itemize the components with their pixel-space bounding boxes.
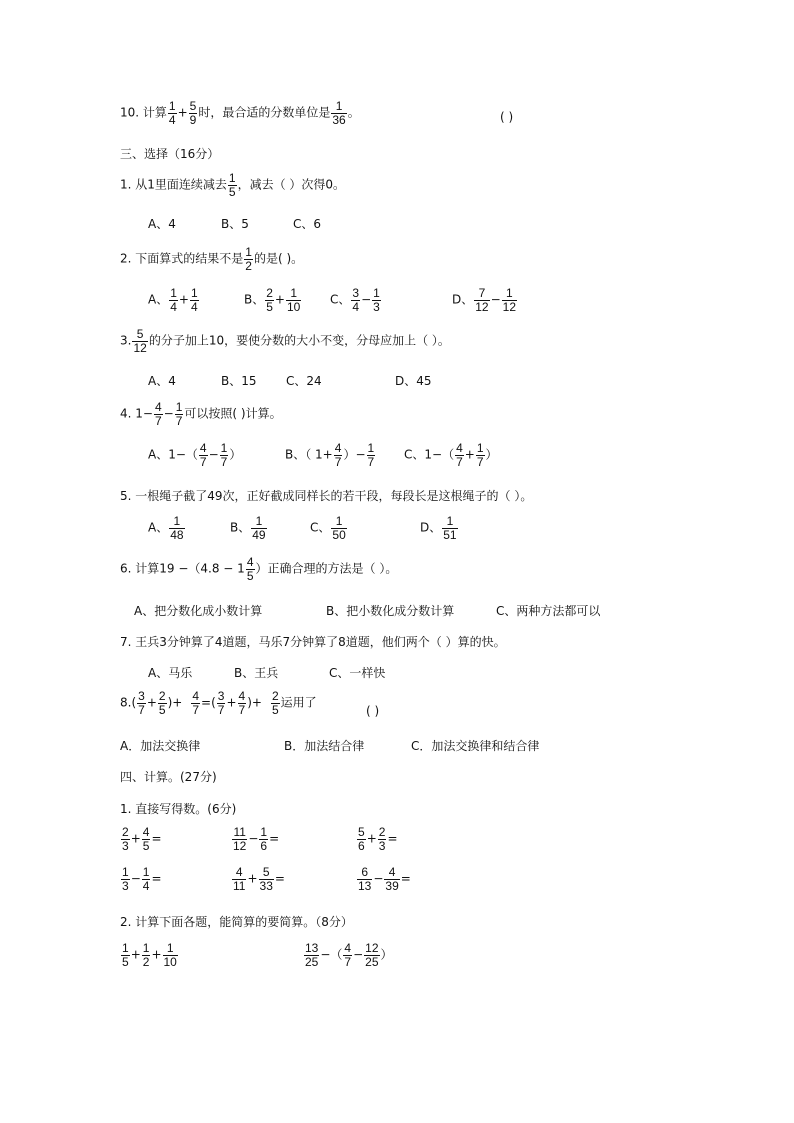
operator: + xyxy=(177,105,188,120)
option-c[interactable]: C、24 xyxy=(286,374,322,388)
q10-text: 。 xyxy=(347,105,360,120)
calc-item[interactable]: $\frac{2}{3}$ + $\frac{4}{5}$ = xyxy=(122,825,162,853)
option-b[interactable]: B、15 xyxy=(221,374,257,388)
option-b[interactable]: B．加法结合律 xyxy=(284,739,365,753)
q2-text: 2. 下面算式的结果不是 xyxy=(120,251,244,266)
fraction: $\frac{1}{2}$ xyxy=(245,245,252,273)
option-a[interactable]: A、4 xyxy=(148,217,176,231)
subsection-title: 2. 计算下面各题，能简算的要简算。（8分） xyxy=(120,915,353,929)
option-c[interactable]: C、 $\frac{3}{4}$ − $\frac{1}{3}$ xyxy=(330,286,380,314)
question-3 xyxy=(120,328,450,354)
option-b[interactable]: B、5 xyxy=(221,217,249,231)
q3-text: 3. xyxy=(120,333,132,348)
fraction: $\frac{4}{7}$ xyxy=(154,400,162,428)
fraction: $\frac{1}{5}$ xyxy=(228,171,236,199)
option-a[interactable]: A、4 xyxy=(148,374,176,388)
question-6 xyxy=(120,556,397,582)
q3-text: 的分子加上10，要使分数的大小不变，分母应加上（ ）。 xyxy=(148,333,450,348)
option-c[interactable]: C、6 xyxy=(293,217,322,231)
option-b[interactable]: B、王兵 xyxy=(234,666,279,680)
fraction: $\frac{5}{9}$ xyxy=(189,99,197,127)
option-a[interactable]: A、马乐 xyxy=(148,666,193,680)
answer-paren[interactable]: ( ) xyxy=(366,704,380,718)
fraction: $\frac{1}{4}$ xyxy=(168,99,176,127)
question-2 xyxy=(120,246,303,272)
q6-text: 6. 计算19 −（4.8 − 1 xyxy=(120,561,245,576)
option-c[interactable]: C、一样快 xyxy=(329,666,386,680)
answer-paren[interactable]: ( ) xyxy=(500,110,514,124)
option-d[interactable]: D、45 xyxy=(395,374,432,388)
question-7: 7. 王兵3分钟算了4道题，马乐7分钟算了8道题，他们两个（ ）算的快。 xyxy=(120,635,506,649)
question-5: 5. 一根绳子截了49次，正好截成同样长的若干段，每段长是这根绳子的（ ）。 xyxy=(120,489,533,503)
question-1 xyxy=(120,172,345,198)
option-b[interactable]: B、 $\frac{1}{49}$ xyxy=(230,514,266,542)
option-c[interactable]: C、两种方法都可以 xyxy=(496,604,601,618)
option-b[interactable]: B、把小数化成分数计算 xyxy=(326,604,455,618)
calc-item[interactable]: $\frac{1}{3}$ − $\frac{1}{4}$ = xyxy=(122,865,162,893)
option-d[interactable]: D、 $\frac{7}{12}$ − $\frac{1}{12}$ xyxy=(452,286,517,314)
subsection-title: 1. 直接写得数。(6分) xyxy=(120,802,237,816)
option-a[interactable]: A．加法交换律 xyxy=(120,739,201,753)
option-a[interactable]: A、把分数化成小数计算 xyxy=(134,604,263,618)
question-10 xyxy=(120,100,360,126)
fraction: $\frac{4}{5}$ xyxy=(246,555,254,583)
q6-text: ）正确合理的方法是（ ）。 xyxy=(255,561,398,576)
calc-item[interactable]: $\frac{6}{13}$ − $\frac{4}{39}$ = xyxy=(358,865,411,893)
q1-text: ，减去（ ）次得0。 xyxy=(237,177,346,192)
option-c[interactable]: C．加法交换律和结合律 xyxy=(411,739,540,753)
fraction: $\frac{5}{12}$ xyxy=(133,327,147,355)
q10-text: 时，最合适的分数单位是 xyxy=(198,105,331,120)
q4-text: 可以按照( )计算。 xyxy=(184,406,282,421)
option-c[interactable]: C、1−（ $\frac{4}{7}$ + $\frac{1}{7}$ ） xyxy=(404,441,498,469)
option-c[interactable]: C、 $\frac{1}{50}$ xyxy=(310,514,346,542)
calc-expression[interactable]: $\frac{13}{25}$ −（ $\frac{4}{7}$ − $\frac{12}{25}$ ） xyxy=(305,941,393,969)
option-a[interactable]: A、 $\frac{1}{4}$ + $\frac{1}{4}$ xyxy=(148,286,198,314)
section-title: 四、计算。(27分) xyxy=(120,770,217,784)
q10-text: 10. 计算 xyxy=(120,105,167,120)
calc-item[interactable]: $\frac{4}{11}$ + $\frac{5}{33}$ = xyxy=(233,865,285,893)
q4-text: 4. 1− xyxy=(120,406,153,421)
fraction: $\frac{1}{7}$ xyxy=(175,400,183,428)
calc-item[interactable]: $\frac{11}{12}$ − $\frac{1}{6}$ = xyxy=(233,825,280,853)
section-title: 三、选择（16分） xyxy=(120,147,220,161)
option-a[interactable]: A、1−（ $\frac{4}{7}$ − $\frac{1}{7}$ ） xyxy=(148,441,242,469)
option-d[interactable]: D、 $\frac{1}{51}$ xyxy=(420,514,457,542)
fraction: $\frac{1}{36}$ xyxy=(332,99,346,127)
option-a[interactable]: A、 $\frac{1}{48}$ xyxy=(148,514,184,542)
q2-text: 的是( )。 xyxy=(253,251,304,266)
option-b[interactable]: B、 $\frac{2}{5}$ + $\frac{1}{10}$ xyxy=(244,286,301,314)
question-8: 8.( $\frac{3}{7}$ + $\frac{2}{5}$ )+ $\frac{4}{7}$ =( $\frac{3}{7}$ + $\frac{4}{7}$ )+ $\frac{2}{5}$ 运用了 xyxy=(120,689,317,717)
operator: − xyxy=(163,406,174,421)
option-b[interactable]: B、（ 1+ $\frac{4}{7}$ ）− $\frac{1}{7}$ xyxy=(285,441,375,469)
calc-expression[interactable]: $\frac{1}{5}$ + $\frac{1}{2}$ + $\frac{1}{10}$ xyxy=(122,941,177,969)
calc-item[interactable]: $\frac{5}{6}$ + $\frac{2}{3}$ = xyxy=(358,825,398,853)
q1-text: 1. 从1里面连续减去 xyxy=(120,177,227,192)
question-4 xyxy=(120,401,282,427)
